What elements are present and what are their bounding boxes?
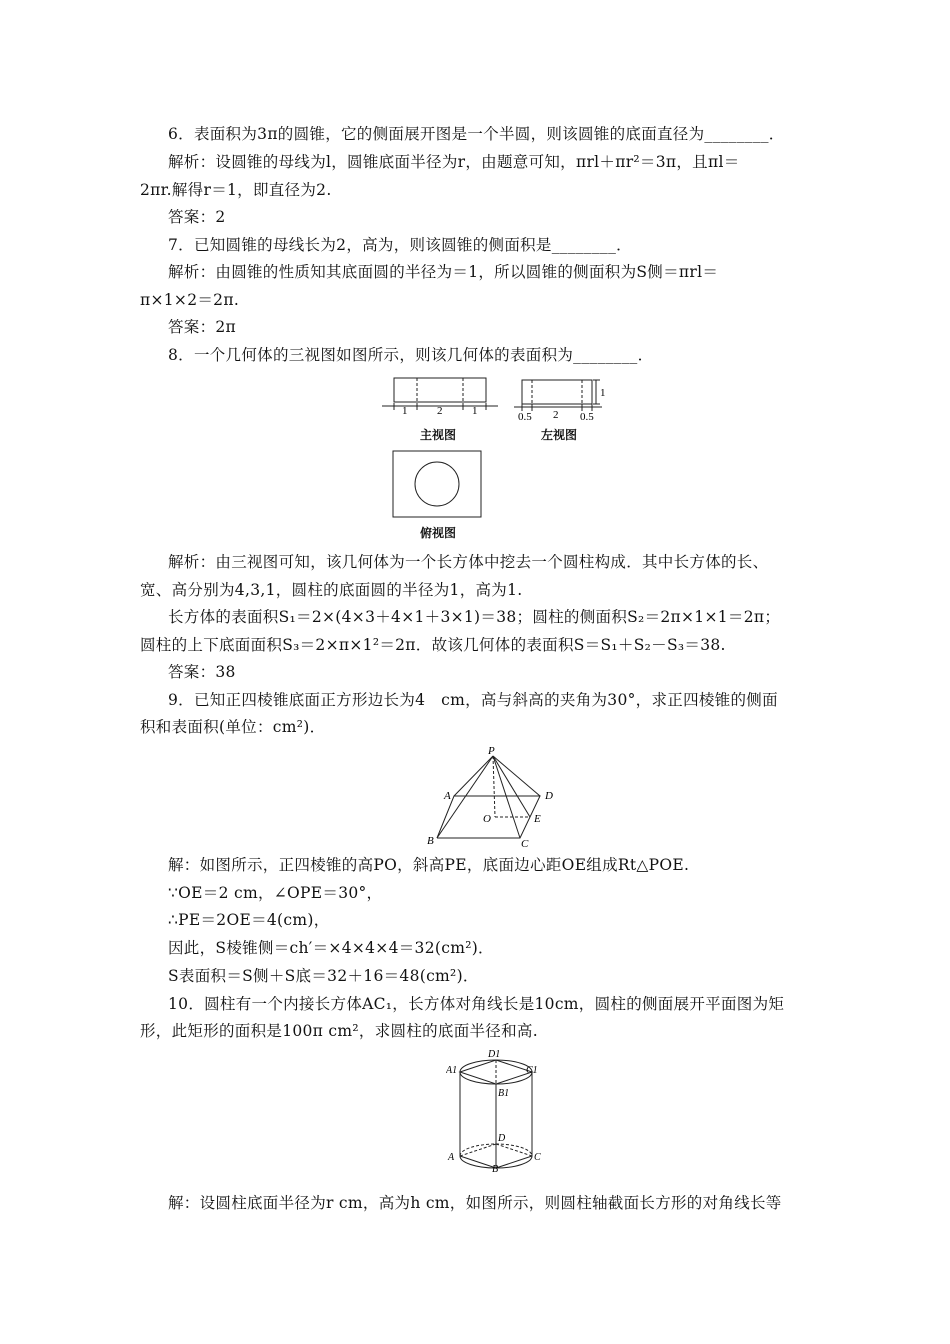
- q8-analysis-line1: 解析：由三视图可知，该几何体为一个长方体中挖去一个圆柱构成．其中长方体的长、: [168, 553, 769, 571]
- pyramid-label-A: A: [444, 790, 451, 802]
- q9-line1: 9．已知正四棱锥底面正方形边长为4 cm，高与斜高的夹角为30°，求正四棱锥的侧面: [168, 691, 778, 709]
- pyramid-label-D: D: [545, 790, 553, 802]
- cyl-label-B: B: [492, 1164, 499, 1172]
- q8-analysis-line2: 宽、高分别为4,3,1，圆柱的底面圆的半径为1，高为1.: [140, 581, 523, 599]
- pyramid-label-P: P: [488, 745, 495, 757]
- front-dim-right: 1: [472, 405, 478, 416]
- pyramid-label-E: E: [534, 813, 541, 825]
- pyramid-label-C: C: [521, 838, 529, 850]
- q6-analysis-line1: 解析：设圆锥的母线为l，圆锥底面半径为r，由题意可知，πrl＋πr²＝3π，且πl＝: [168, 153, 740, 171]
- q8-analysis-line3: 长方体的表面积S₁＝2×(4×3＋4×1＋3×1)＝38；圆柱的侧面积S₂＝2π×1×1＝2π；: [168, 608, 781, 626]
- pyramid-figure: [422, 744, 562, 850]
- pyramid-label-B: B: [427, 835, 434, 847]
- cyl-label-D: D: [498, 1133, 506, 1144]
- side-dim-mid: 2: [553, 409, 559, 421]
- cylinder-figure: [446, 1048, 546, 1172]
- side-dim-right: 0.5: [580, 411, 594, 423]
- front-view-caption: 主视图: [420, 428, 457, 442]
- q6-line: 6．表面积为3π的圆锥，它的侧面展开图是一个半圆，则该圆锥的底面直径为________．: [168, 125, 785, 143]
- q7-analysis-line1: 解析：由圆锥的性质知其底面圆的半径为＝1，所以圆锥的侧面积为S侧＝πrl＝: [168, 263, 719, 281]
- q8-analysis-line4: 圆柱的上下底面面积S₃＝2×π×1²＝2π．故该几何体的表面积S＝S₁＋S₂－S₃＝38.: [140, 636, 726, 654]
- q8-answer: 答案：38: [168, 663, 236, 681]
- q9-solution-line4: 因此，S棱锥侧＝ch′＝×4×4×4＝32(cm²)．: [168, 939, 494, 957]
- front-dim-left: 1: [402, 405, 408, 416]
- q7-line: 7．已知圆锥的母线长为2，高为，则该圆锥的侧面积是________．: [168, 236, 632, 254]
- side-view-figure: [512, 376, 612, 426]
- q9-solution-line3: ∴PE＝2OE＝4(cm)，: [168, 911, 330, 929]
- q9-solution-line1: 解：如图所示，正四棱锥的高PO，斜高PE，底面边心距OE组成Rt△POE.: [168, 856, 690, 874]
- q10-line1: 10．圆柱有一个内接长方体AC₁，长方体对角线长是10cm，圆柱的侧面展开平面图为矩: [168, 995, 785, 1013]
- cyl-label-A: A: [448, 1152, 455, 1163]
- q10-solution-line1: 解：设圆柱底面半径为r cm，高为h cm，如图所示，则圆柱轴截面长方形的对角线长等: [168, 1194, 782, 1212]
- cyl-label-A1: A1: [446, 1065, 458, 1076]
- top-view-figure: [392, 450, 484, 522]
- q9-solution-line5: S表面积＝S侧＋S底＝32＋16＝48(cm²)．: [168, 967, 479, 985]
- cyl-label-C1: C1: [526, 1065, 538, 1076]
- front-view-figure: [380, 376, 500, 416]
- cyl-label-C: C: [534, 1152, 541, 1163]
- q7-analysis-line2: π×1×2＝2π.: [140, 291, 240, 309]
- side-dim-left: 0.5: [518, 411, 532, 423]
- q7-answer: 答案：2π: [168, 318, 237, 336]
- side-dim-height: 1: [600, 387, 606, 399]
- q9-line2: 积和表面积(单位：cm²)．: [140, 718, 326, 736]
- q6-analysis-line2: 2πr.解得r＝1，即直径为2.: [140, 181, 332, 199]
- q10-line2: 形，此矩形的面积是100π cm²，求圆柱的底面半径和高.: [140, 1022, 538, 1040]
- side-view-caption: 左视图: [541, 428, 578, 442]
- cyl-label-B1: B1: [498, 1088, 510, 1099]
- front-dim-mid: 2: [437, 405, 443, 416]
- cyl-label-D1: D1: [488, 1049, 501, 1060]
- top-view-caption: 俯视图: [420, 526, 457, 540]
- q9-solution-line2: ∵OE＝2 cm，∠OPE＝30°，: [168, 884, 383, 902]
- pyramid-label-O: O: [483, 813, 491, 825]
- q8-line: 8．一个几何体的三视图如图所示，则该几何体的表面积为________．: [168, 346, 654, 364]
- q6-answer: 答案：2: [168, 208, 226, 226]
